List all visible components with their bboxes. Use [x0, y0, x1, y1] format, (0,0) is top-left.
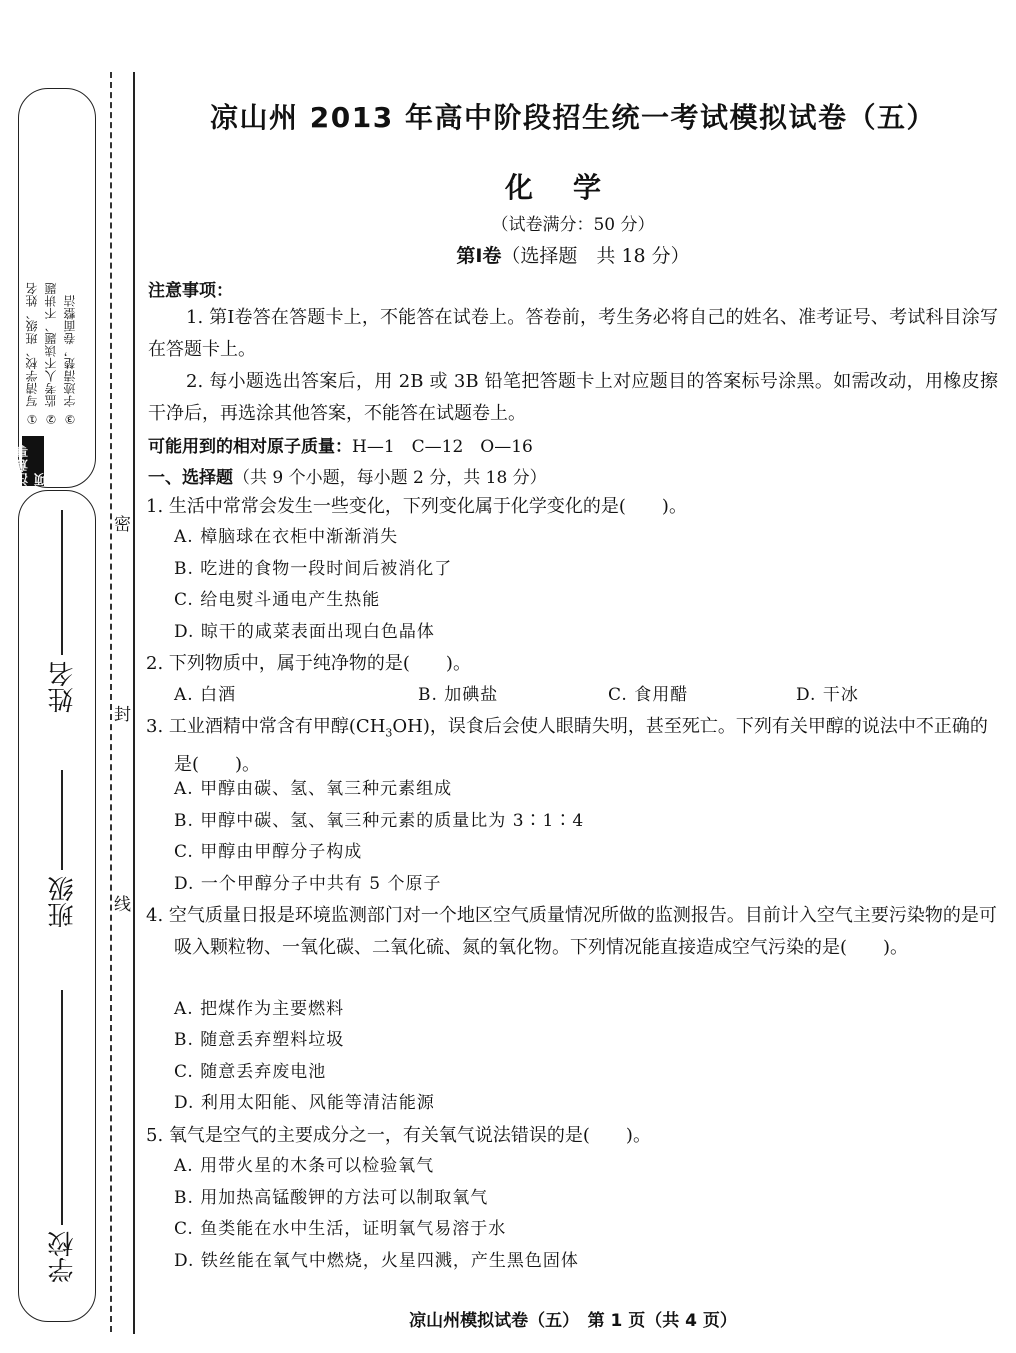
- notes-title: 注意事项：: [148, 281, 233, 301]
- question-4-option-b: B. 随意丢弃塑料垃圾: [174, 1030, 345, 1050]
- subject-title: 化学: [504, 171, 641, 204]
- question-1-option-b: B. 吃进的食物一段时间后被消化了: [174, 559, 453, 579]
- question-1-option-a: A. 樟脑球在衣柜中渐渐消失: [174, 527, 399, 547]
- question-5-option-c: C. 鱼类能在水中生活，证明氧气易溶于水: [174, 1219, 507, 1239]
- question-3-stem: 3. 工业酒精中常含有甲醇$(CH_3OH)$，误食后会使人眼睛失明，甚至死亡。下列有关甲醇的说法中不正确的是( )。: [146, 716, 988, 776]
- question-4-option-c: C. 随意丢弃废电池: [174, 1062, 327, 1082]
- question-4-option-d: D. 利用太阳能、风能等清洁能源: [174, 1093, 435, 1113]
- margin-rule: [133, 72, 135, 1334]
- field-class: [42, 770, 82, 960]
- seal-cut-line: [110, 72, 112, 1332]
- question-5-option-b: B. 用加热高锰酸钾的方法可以制取氧气: [174, 1188, 489, 1208]
- question-2-option-b: B. 加碘盐: [418, 685, 499, 705]
- question-5-option-a: A. 用带火星的木条可以检验氧气: [174, 1156, 435, 1176]
- question-3-option-d: D. 一个甲醇分子中共有 5 个原子: [174, 874, 442, 894]
- question-3-option-b: B. 甲醇中碳、氢、氧三种元素的质量比为 3∶1∶4: [174, 811, 585, 831]
- question-4-stem: 4. 空气质量日报是环境监测部门对一个地区空气质量情况所做的监测报告。目前计入空气主要污染物的是可吸入颗粒物、一氧化碳、二氧化硫、氮的氧化物。下列情况能直接造成空气污染的是( )。: [146, 905, 997, 958]
- volume-label: 第Ⅰ卷: [456, 245, 502, 267]
- notice-item-1: ① 写清学校、班级、姓名: [25, 282, 39, 426]
- question-2-option-d: D. 干冰: [796, 685, 859, 705]
- volume-desc: （选择题 共 18 分）: [501, 245, 690, 267]
- question-1-option-d: D. 晾干的咸菜表面出现白色晶体: [174, 622, 435, 642]
- field-class-line: [61, 770, 63, 870]
- question-5-option-d: D. 铁丝能在氧气中燃烧，火星四溅，产生黑色固体: [174, 1251, 579, 1271]
- question-1-option-c: C. 给电熨斗通电产生热能: [174, 590, 381, 610]
- question-4-option-a: A. 把煤作为主要燃料: [174, 999, 345, 1019]
- atomic-mass-label: 可能用到的相对原子质量：: [148, 437, 352, 457]
- section-label: 一、选择题: [148, 468, 233, 488]
- question-2-stem: 2. 下列物质中，属于纯净物的是( )。: [146, 653, 471, 674]
- question-2-option-a: A. 白酒: [174, 685, 237, 705]
- seal-xian: 线: [114, 888, 131, 917]
- field-name: [42, 510, 82, 750]
- section-heading: [148, 463, 547, 488]
- full-score: （试卷满分：50 分）: [491, 215, 655, 235]
- field-school-line: [61, 990, 63, 1225]
- seal-mi: 密: [114, 508, 131, 537]
- section-desc: （共 9 个小题，每小题 2 分，共 18 分）: [233, 468, 547, 488]
- question-3-option-a: A. 甲醇由碳、氢、氧三种元素组成: [174, 779, 453, 799]
- field-class-label: 班级: [47, 876, 78, 928]
- page-title: 凉山州 2013 年高中阶段招生统一考试模拟试卷（五）: [210, 101, 936, 134]
- field-name-line: [61, 510, 63, 655]
- note-item-1: 1. 第Ⅰ卷答在答题卡上，不能答在试卷上。答卷前，考生务必将自己的姓名、准考证号、考试科目涂写在答题卡上。: [148, 307, 998, 360]
- question-3-option-c: C. 甲醇由甲醇分子构成: [174, 842, 363, 862]
- field-school: [42, 990, 82, 1300]
- seal-feng: 封: [114, 698, 131, 727]
- notice-heading: 注意事项: [16, 444, 50, 486]
- page-footer: 凉山州模拟试卷（五） 第 1 页（共 4 页）: [409, 1311, 737, 1331]
- volume-heading: [150, 241, 996, 268]
- note-item-2: 2. 每小题选出答案后，用 2B 或 3B 铅笔把答题卡上对应题目的答案标号涂黑。如需改动，用橡皮擦干净后，再选涂其他答案，不能答在试题卷上。: [148, 371, 998, 424]
- atomic-mass-values: H—1 C—12 O—16: [352, 437, 533, 457]
- notice-heading-badge: [16, 436, 50, 486]
- notice-item-2: ② 监考人不读题、不讲题: [44, 282, 58, 426]
- question-2-option-c: C. 食用醋: [608, 685, 689, 705]
- field-name-label: 姓名: [47, 661, 78, 713]
- question-1-stem: 1. 生活中常常会发生一些变化，下列变化属于化学变化的是( )。: [146, 496, 687, 517]
- question-2-options: [174, 680, 874, 712]
- field-school-label: 学校: [47, 1231, 78, 1283]
- atomic-mass-line: [148, 432, 533, 457]
- question-5-stem: 5. 氧气是空气的主要成分之一，有关氧气说法错误的是( )。: [146, 1125, 651, 1146]
- notice-item-3: ③ 字迹清楚，卷面整洁: [63, 294, 77, 426]
- notice-items: [24, 282, 79, 426]
